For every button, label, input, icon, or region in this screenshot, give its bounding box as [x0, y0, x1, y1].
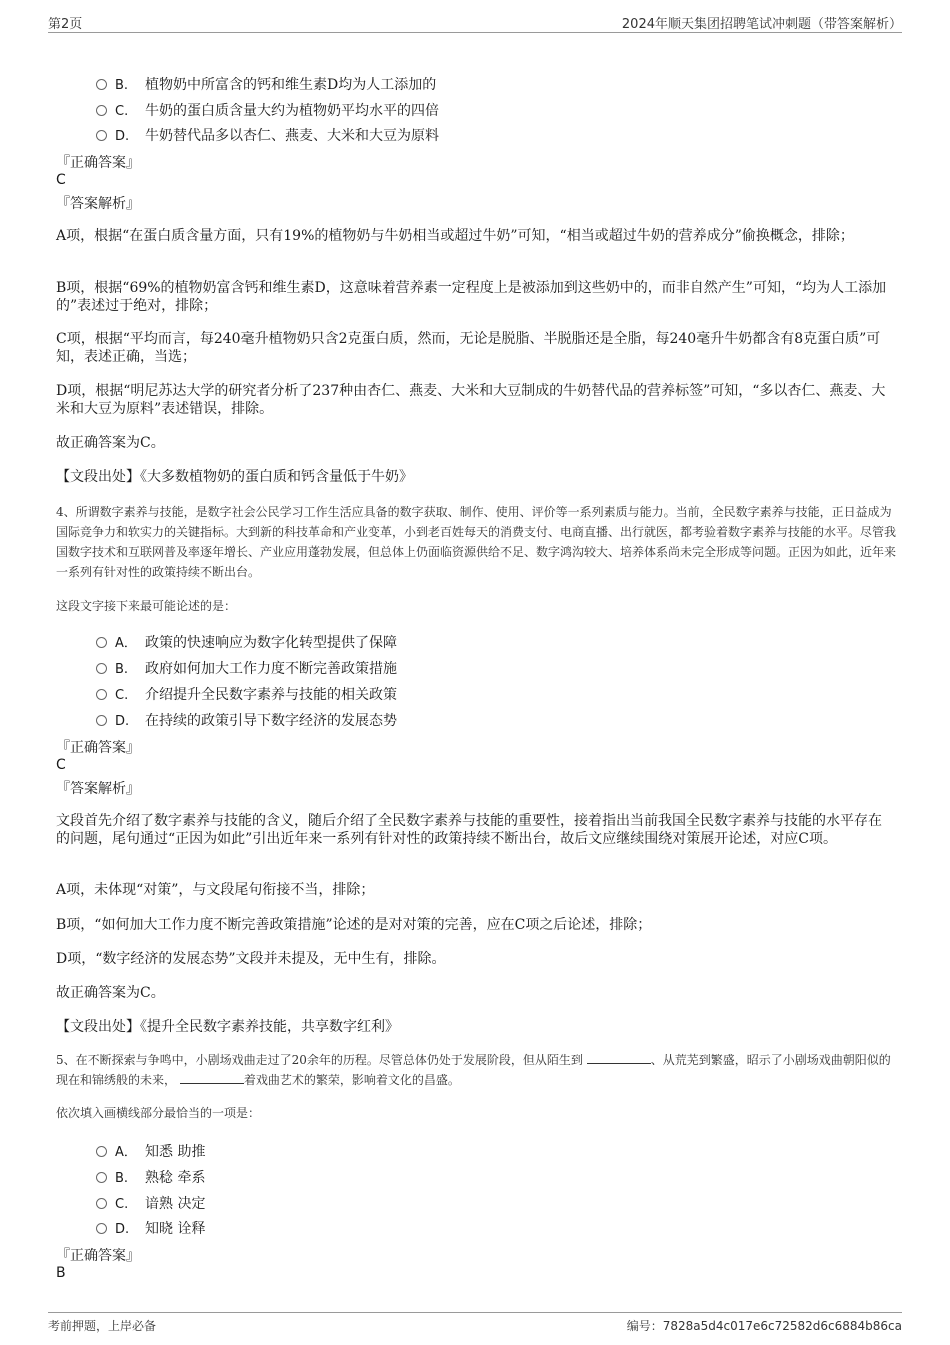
q5-question: 依次填入画横线部分最恰当的一项是：: [56, 1106, 261, 1120]
option-text: 谙熟 决定: [145, 1196, 206, 1212]
q3-source: 【文段出处】《大多数植物奶的蛋白质和钙含量低于牛奶》: [56, 469, 413, 485]
option-text: 在持续的政策引导下数字经济的发展态势: [145, 713, 397, 729]
q4-analysis-intro: 文段首先介绍了数字素养与技能的含义，随后介绍了全民数字素养与技能的重要性，接着指出当前我国全民数字素养与技能的水平存在的问题，尾句通过“正因为如此”引出近年来一系列有针对性的政策持续不断出台，故后文应继续围绕对策展开论述，对应C项。: [56, 813, 882, 847]
q5-option-b[interactable]: [96, 1167, 205, 1187]
page-number: 第2页: [48, 17, 83, 32]
option-text: 政策的快速响应为数字化转型提供了保障: [145, 635, 397, 651]
option-text: 介绍提升全民数字素养与技能的相关政策: [145, 687, 397, 703]
q5-stem-part3: 着戏曲艺术的繁荣，影响着文化的昌盛。: [243, 1073, 460, 1087]
q3-analysis-a: A项，根据“在蛋白质含量方面，只有19%的植物奶与牛奶相当或超过牛奶”可知，“相当或超过牛奶的营养成分”偷换概念，排除；: [56, 228, 854, 244]
option-letter: D.: [115, 1222, 130, 1237]
radio-icon[interactable]: [96, 689, 107, 700]
q4-answer: C: [56, 757, 66, 773]
option-letter: B.: [115, 662, 129, 677]
option-letter: C.: [115, 1197, 129, 1212]
q3-analysis-c: C项，根据“平均而言，每240毫升植物奶只含2克蛋白质，然而，无论是脱脂、半脱脂还是全脂，每240毫升牛奶都含有8克蛋白质”可知，表述正确，当选；: [56, 331, 881, 365]
option-text: 熟稔 牵系: [145, 1170, 206, 1186]
q5-answer: B: [56, 1265, 66, 1281]
q4-conclusion: 故正确答案为C。: [56, 985, 165, 1001]
q4-source: 【文段出处】《提升全民数字素养技能，共享数字红利》: [56, 1019, 399, 1035]
blank-2: [180, 1071, 244, 1084]
radio-icon[interactable]: [96, 130, 107, 141]
radio-icon[interactable]: [96, 105, 107, 116]
radio-icon[interactable]: [96, 1223, 107, 1234]
q4-question: 这段文字接下来最可能论述的是：: [56, 599, 237, 613]
option-letter: D.: [115, 129, 130, 144]
option-letter: B.: [115, 1171, 129, 1186]
footer-serial: 编号：7828a5d4c017e6c72582d6c6884b86ca: [626, 1319, 902, 1333]
q4-analysis-d: D项，“数字经济的发展态势”文段并未提及，无中生有，排除。: [56, 951, 446, 967]
q5-stem: [56, 1050, 902, 1090]
q5-stem-part2: 、从荒芜到繁盛，昭示了小剧场戏曲朝阳似的现在和锦绣般的未来，: [56, 1053, 891, 1087]
radio-icon[interactable]: [96, 1172, 107, 1183]
radio-icon[interactable]: [96, 1146, 107, 1157]
option-letter: D.: [115, 714, 130, 729]
q3-conclusion: 故正确答案为C。: [56, 435, 165, 451]
q5-option-c[interactable]: [96, 1193, 205, 1213]
q3-option-c[interactable]: [96, 100, 439, 120]
option-text: 植物奶中所富含的钙和维生素D均为人工添加的: [145, 77, 437, 93]
option-letter: A．: [115, 636, 137, 651]
radio-icon[interactable]: [96, 663, 107, 674]
q4-answer-label: 『正确答案』: [56, 740, 140, 756]
q5-answer-label: 『正确答案』: [56, 1248, 140, 1264]
footer-slogan: 考前押题，上岸必备: [48, 1319, 157, 1333]
blank-1: [587, 1051, 651, 1064]
option-letter: A．: [115, 1145, 137, 1160]
option-text: 知悉 助推: [145, 1144, 206, 1160]
q4-stem: 4、所谓数字素养与技能，是数字社会公民学习工作生活应具备的数字获取、制作、使用、评价等一系列素质与能力。当前，全民数字素养与技能，正日益成为国际竞争力和软实力的关键指标。大到新的科技革命和产业变革，小到老百姓每天的消费支付、电商直播、出行就医，都考验着数字素养与技能的水平。尽管我国数字技术和互联网普及率逐年增长、产业应用蓬勃发展，但总体上仍面临资源供给不足、数字鸿沟较大、培养体系尚未完全形成等问题。正因为如此，近年来一系列有针对性的政策持续不断出台。: [56, 505, 897, 579]
q3-analysis-d: D项，根据“明尼苏达大学的研究者分析了237种由杏仁、燕麦、大米和大豆制成的牛奶替代品的营养标签”可知，“多以杏仁、燕麦、大米和大豆为原料”表述错误，排除。: [56, 383, 886, 417]
q3-option-b[interactable]: [96, 74, 436, 94]
option-text: 牛奶的蛋白质含量大约为植物奶平均水平的四倍: [145, 103, 439, 119]
q4-option-d[interactable]: [96, 710, 397, 730]
q4-analysis-b: B项，“如何加大工作力度不断完善政策措施”论述的是对对策的完善，应在C项之后论述，排除；: [56, 917, 652, 933]
document-title: 2024年顺天集团招聘笔试冲刺题（带答案解析）: [621, 17, 902, 32]
option-letter: B.: [115, 78, 129, 93]
q4-analysis-label: 『答案解析』: [56, 781, 140, 797]
radio-icon[interactable]: [96, 715, 107, 726]
q4-option-b[interactable]: [96, 658, 397, 678]
q5-option-a[interactable]: [96, 1141, 205, 1161]
radio-icon[interactable]: [96, 79, 107, 90]
radio-icon[interactable]: [96, 1198, 107, 1209]
option-letter: C.: [115, 104, 129, 119]
radio-icon[interactable]: [96, 637, 107, 648]
q5-stem-part1: 5、在不断探索与争鸣中，小剧场戏曲走过了20余年的历程。尽管总体仍处于发展阶段，但从陌生到: [56, 1053, 583, 1067]
page-footer: [48, 1312, 902, 1337]
option-text: 知晓 诠释: [145, 1221, 206, 1237]
q5-option-d[interactable]: [96, 1218, 205, 1238]
option-letter: C.: [115, 688, 129, 703]
option-text: 政府如何加大工作力度不断完善政策措施: [145, 661, 397, 677]
q3-answer-label: 『正确答案』: [56, 155, 140, 171]
page-header: [48, 10, 902, 33]
q4-analysis-a: A项，未体现“对策”，与文段尾句衔接不当，排除；: [56, 882, 375, 898]
q3-analysis-b: B项，根据“69%的植物奶富含钙和维生素D，这意味着营养素一定程度上是被添加到这些奶中的，而非自然产生”可知，“均为人工添加的”表述过于绝对，排除；: [56, 280, 887, 314]
q4-option-a[interactable]: [96, 632, 397, 652]
option-text: 牛奶替代品多以杏仁、燕麦、大米和大豆为原料: [145, 128, 439, 144]
q3-analysis-label: 『答案解析』: [56, 196, 140, 212]
q3-answer: C: [56, 172, 66, 188]
q3-option-d[interactable]: [96, 125, 439, 145]
q4-option-c[interactable]: [96, 684, 397, 704]
